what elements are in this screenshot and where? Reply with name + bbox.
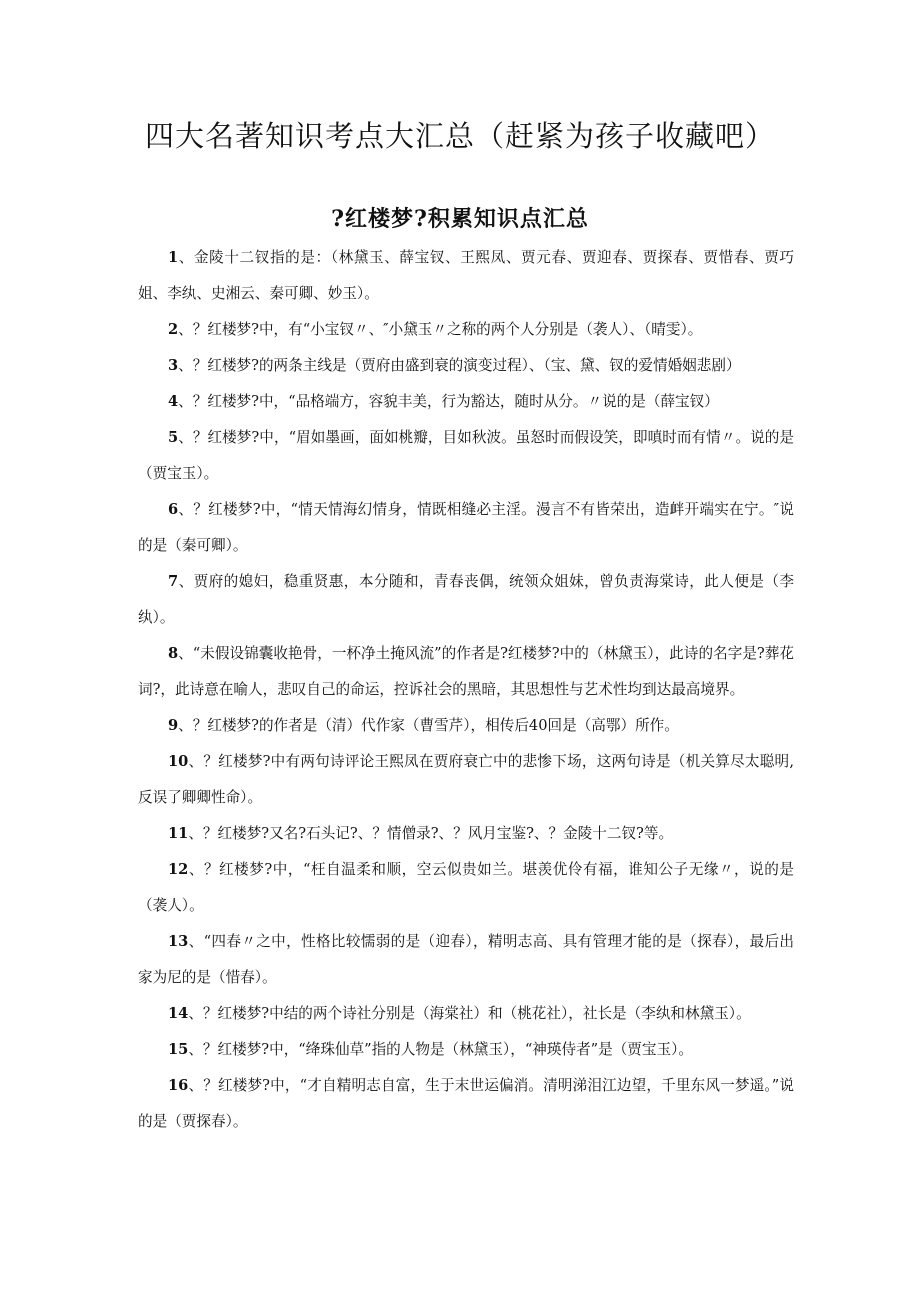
item-text: 、？红楼梦?中，“情天情海幻情身，情既相缝必主淫。漫言不有皆荣出，造衅开端实在宁。″说的是（秦可卿）。 <box>138 501 794 554</box>
item-number: 16 <box>168 1077 189 1094</box>
section-title: ?红楼梦?积累知识点汇总 <box>331 206 589 232</box>
list-item <box>138 816 794 852</box>
list-item <box>138 420 794 492</box>
list-item <box>138 636 794 708</box>
item-text: 、？红楼梦?中，“绛珠仙草”指的人物是（林黛玉），“神瑛侍者”是（贾宝玉）。 <box>188 1041 693 1058</box>
item-text: 、？红楼梦?中，“枉自温柔和顺，空云似贵如兰。堪羡优伶有福，谁知公子无缘〃，说的是（袭人）。 <box>138 861 794 914</box>
item-number: 6 <box>168 501 179 518</box>
item-number: 12 <box>168 861 189 878</box>
list-item <box>138 996 794 1032</box>
list-item <box>138 1068 794 1140</box>
item-text: 、？红楼梦?中，“才自精明志自富，生于末世运偏消。清明涕泪江边望，千里东风一梦遥。”说的是（贾探春）。 <box>138 1077 794 1130</box>
item-number: 14 <box>168 1005 189 1022</box>
list-item <box>138 564 794 636</box>
item-text: 、？红楼梦?中结的两个诗社分别是（海棠社）和（桃花社），社长是（李纨和林黛玉）。 <box>188 1005 751 1022</box>
item-text: 、“未假设锦囊收艳骨，一杯净土掩风流”的作者是?红楼梦?中的（林黛玉），此诗的名字是?葬花词?，此诗意在喻人，悲叹自己的命运，控诉社会的黑暗，其思想性与艺术性均到达最高境界。 <box>138 645 794 698</box>
item-number: 13 <box>168 933 189 950</box>
item-text: 、？红楼梦?的作者是（清）代作家（曹雪芹），相传后40回是（高鄂）所作。 <box>178 717 679 734</box>
list-item <box>138 348 794 384</box>
list-item <box>138 312 794 348</box>
item-number: 15 <box>168 1041 189 1058</box>
list-item <box>138 852 794 924</box>
list-item <box>138 924 794 996</box>
item-number: 5 <box>168 429 179 446</box>
knowledge-point-list <box>138 240 794 1140</box>
item-number: 9 <box>168 717 179 734</box>
item-number: 11 <box>168 825 189 842</box>
item-number: 10 <box>168 753 189 770</box>
item-number: 4 <box>168 393 179 410</box>
list-item <box>138 492 794 564</box>
item-text: 、？红楼梦?中，“眉如墨画，面如桃瓣，目如秋波。虽怒时而假设笑，即嗔时而有情〃。说的是（贾宝玉）。 <box>138 429 794 482</box>
list-item <box>138 384 794 420</box>
document-title: 四大名著知识考点大汇总（赶紧为孩子收藏吧） <box>144 119 775 153</box>
item-number: 3 <box>168 357 179 374</box>
item-text: 、“四春〃之中，性格比较懦弱的是（迎春），精明志高、具有管理才能的是（探春），最后出家为尼的是（惜春）。 <box>138 933 794 986</box>
list-item <box>138 744 794 816</box>
item-text: 、？红楼梦?中，有“小宝钗〃、″小黛玉〃之称的两个人分别是（袭人）、（晴雯）。 <box>178 321 703 338</box>
item-text: 、？红楼梦?又名?石头记?、？情僧录?、？风月宝鉴?、？金陵十二钗?等。 <box>188 825 674 842</box>
item-number: 8 <box>168 645 179 662</box>
list-item <box>138 1032 794 1068</box>
list-item <box>138 240 794 312</box>
item-text: 、？红楼梦?中有两句诗评论王熙凤在贾府衰亡中的悲惨下场，这两句诗是（机关算尽太聪明,反误了卿卿性命）。 <box>138 753 794 806</box>
item-number: 1 <box>168 249 179 266</box>
item-number: 7 <box>168 573 179 590</box>
item-text: 、金陵十二钗指的是：（林黛玉、薛宝钗、王熙凤、贾元春、贾迎春、贾探春、贾惜春、贾巧姐、李纨、史湘云、秦可卿、妙玉）。 <box>138 249 794 302</box>
item-text: 、？红楼梦?的两条主线是（贾府由盛到衰的演变过程）、（宝、黛、钗的爱情婚姻悲剧） <box>178 357 741 374</box>
list-item <box>138 708 794 744</box>
item-number: 2 <box>168 321 179 338</box>
item-text: 、贾府的媳妇，稳重贤惠，本分随和，青春丧偶，统领众姐妹，曾负责海棠诗，此人便是（李纨）。 <box>138 573 794 626</box>
item-text: 、？红楼梦?中，“品格端方，容貌丰美，行为豁达，随时从分。〃说的是（薛宝钗） <box>178 393 719 410</box>
